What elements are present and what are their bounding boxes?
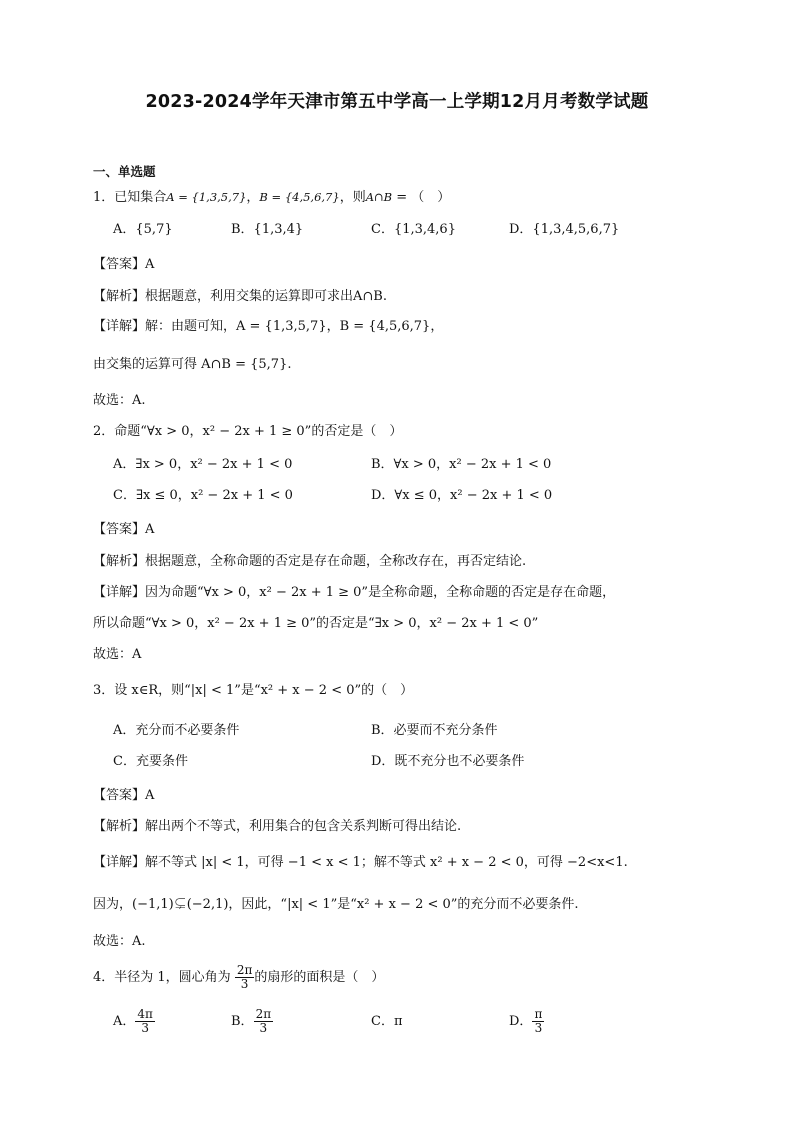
answer-tag: 【答案】 (93, 522, 146, 537)
q3-option-c: C．充要条件 (113, 754, 188, 769)
q1-set-a: A = {1,3,5,7} (166, 190, 247, 204)
option-letter: C． (371, 1014, 394, 1029)
q1-analysis (93, 288, 387, 306)
question-2-stem: 2．命题“∀x > 0，x² − 2x + 1 ≥ 0”的否定是（ ） (93, 424, 403, 439)
question-4-stem (93, 963, 384, 993)
q4-option-b (231, 1007, 273, 1037)
q1-option-a: A．{5,7} (113, 222, 173, 237)
option-value: π (393, 1014, 403, 1029)
q2-option-a: A．∃x > 0，x² − 2x + 1 < 0 (113, 457, 293, 472)
q4-angle-fraction (235, 964, 255, 991)
fraction-numerator: 2π (255, 1007, 272, 1021)
page-title: 2023-2024学年天津市第五中学高一上学期12月月考数学试题 (145, 92, 649, 112)
q2-analysis (93, 553, 526, 571)
analysis-tag: 【解析】 (93, 819, 146, 834)
q3-option-a: A．充分而不必要条件 (113, 723, 240, 738)
answer-value: A (145, 522, 155, 537)
q1-sep: ， (246, 190, 260, 205)
option-letter: B． (231, 1014, 254, 1029)
fraction-denominator: 3 (240, 977, 249, 991)
q1-choose: 故选：A. (93, 393, 146, 408)
fraction-numerator: π (534, 1007, 543, 1021)
analysis-tag: 【解析】 (93, 554, 146, 569)
q3-answer (93, 787, 154, 805)
q3-choose: 故选：A. (93, 934, 146, 949)
detail-tag: 【详解】 (93, 319, 146, 334)
answer-tag: 【答案】 (93, 788, 146, 803)
option-letter: A． (113, 1014, 136, 1029)
option-fraction (135, 1008, 155, 1035)
section-heading: 一、单选题 (93, 164, 156, 179)
detail-text: 解：由题可知，A = {1,3,5,7}，B = {4,5,6,7}， (145, 319, 444, 334)
detail-tag: 【详解】 (93, 585, 146, 600)
q3-option-d: D．既不充分也不必要条件 (371, 754, 525, 769)
fraction-denominator: 3 (259, 1021, 268, 1035)
fraction-numerator: 2π (236, 963, 253, 977)
option-letter: D． (509, 1014, 533, 1029)
q1-detail (93, 318, 443, 336)
q4-option-a (113, 1007, 155, 1037)
detail-text: 因为命题“∀x > 0，x² − 2x + 1 ≥ 0”是全称命题，全称命题的否定是存在命题， (145, 585, 616, 600)
answer-value: A (145, 788, 155, 803)
q1-blank: = （ ） (392, 190, 451, 205)
q1-stem-text: 1．已知集合 (93, 190, 167, 205)
q2-option-c: C．∃x ≤ 0，x² − 2x + 1 < 0 (113, 488, 293, 503)
q3-detail (93, 854, 628, 872)
q2-option-b: B．∀x > 0，x² − 2x + 1 < 0 (371, 457, 552, 472)
analysis-text: 解出两个不等式，利用集合的包含关系判断可得出结论. (145, 819, 462, 834)
q2-answer (93, 521, 154, 539)
q3-analysis (93, 818, 461, 836)
detail-tag: 【详解】 (93, 855, 146, 870)
q1-set-b: B = {4,5,6,7} (259, 190, 340, 204)
option-fraction (254, 1008, 274, 1035)
answer-value: A (145, 257, 155, 272)
fraction-denominator: 3 (141, 1021, 149, 1035)
answer-tag: 【答案】 (93, 257, 146, 272)
question-1-stem (93, 188, 450, 207)
q1-detail-2: 由交集的运算可得 A∩B = {5,7}. (93, 357, 292, 372)
q2-choose: 故选：A (93, 647, 142, 662)
analysis-text: 根据题意，全称命题的否定是存在命题，全称改存在，再否定结论. (145, 554, 527, 569)
question-3-stem: 3．设 x∈R，则“|x| < 1”是“x² + x − 2 < 0”的（ ） (93, 683, 414, 698)
q1-ask: ，则 (339, 190, 366, 205)
q3-option-b: B．必要而不充分条件 (371, 723, 498, 738)
q1-expr: A∩B (365, 190, 393, 204)
q1-answer (93, 256, 154, 274)
q1-option-d: D．{1,3,4,5,6,7} (509, 222, 620, 237)
q2-detail (93, 584, 615, 602)
q2-option-d: D．∀x ≤ 0，x² − 2x + 1 < 0 (371, 488, 553, 503)
q4-stem-a: 4．半径为 1，圆心角为 (93, 970, 231, 985)
q4-option-c (371, 1007, 403, 1037)
analysis-text: 根据题意，利用交集的运算即可求出A∩B. (145, 289, 387, 304)
analysis-tag: 【解析】 (93, 289, 146, 304)
q1-option-b: B．{1,3,4} (231, 222, 304, 237)
q3-detail-2: 因为，(−1,1)⊊(−2,1)，因此，“|x| < 1”是“x² + x − 2 < 0”的充分而不必要条件. (93, 897, 579, 912)
detail-text: 解不等式 |x| < 1，可得 −1 < x < 1；解不等式 x² + x − 2 < 0，可得 −2<x<1. (145, 855, 628, 870)
fraction-denominator: 3 (534, 1021, 543, 1035)
option-fraction (532, 1008, 544, 1035)
fraction-numerator: 4π (137, 1007, 153, 1021)
q2-detail-2: 所以命题“∀x > 0，x² − 2x + 1 ≥ 0”的否定是“∃x > 0，x² − 2x + 1 < 0” (93, 616, 539, 631)
q4-option-d (509, 1007, 544, 1037)
q4-stem-b: 的扇形的面积是（ ） (254, 970, 385, 985)
q1-option-c: C．{1,3,4,6} (371, 222, 456, 237)
